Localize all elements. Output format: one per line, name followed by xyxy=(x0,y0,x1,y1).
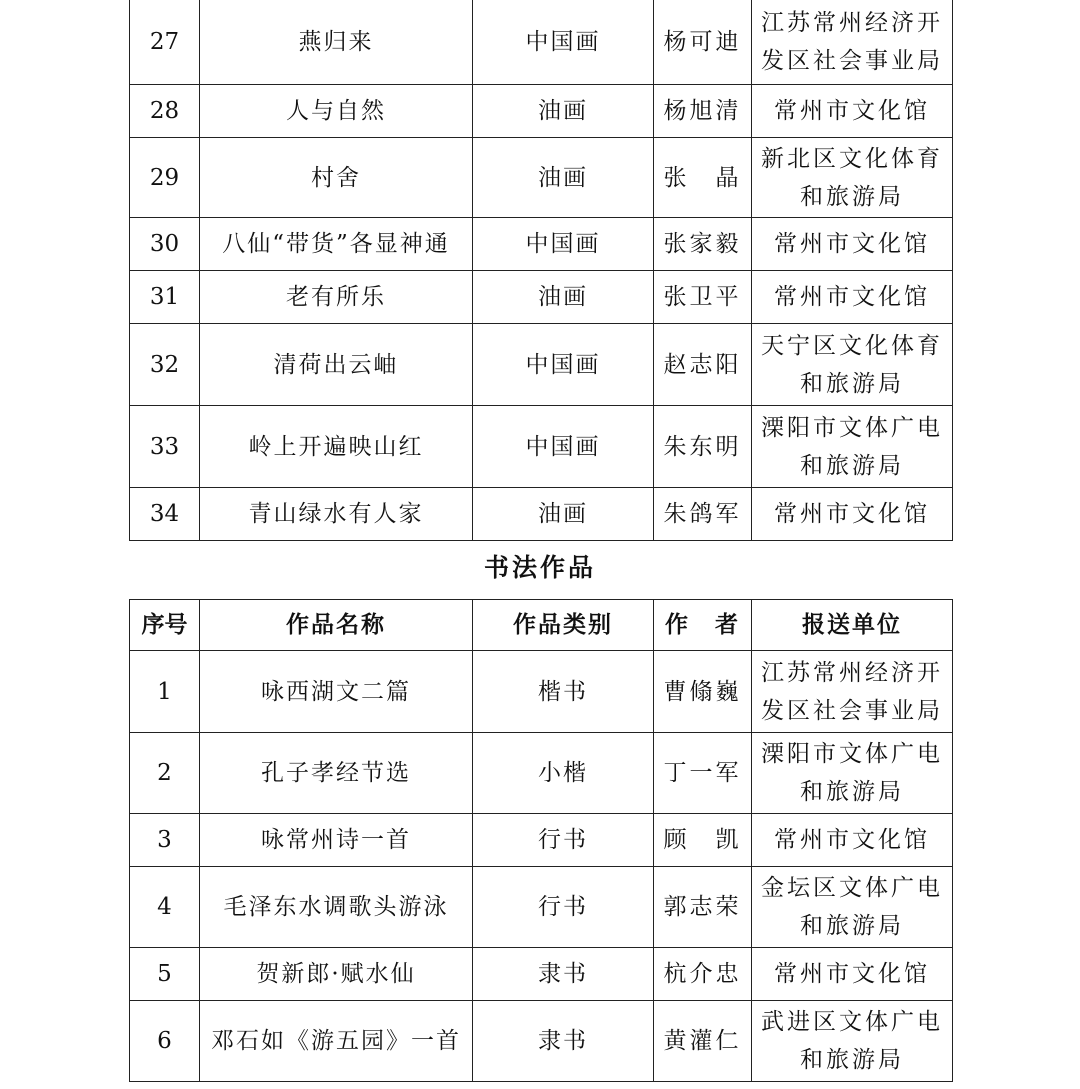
table-row xyxy=(130,138,953,218)
author-name: 朱鸽军 xyxy=(654,488,752,541)
row-number: 33 xyxy=(130,406,200,488)
table-row xyxy=(130,406,953,488)
author-name: 杨旭清 xyxy=(654,85,752,138)
author-name: 杨可迪 xyxy=(654,0,752,85)
work-category: 隶书 xyxy=(473,1001,654,1082)
author-name: 张家毅 xyxy=(654,218,752,271)
author-name: 曹翛巍 xyxy=(654,651,752,733)
section-title: 书法作品 xyxy=(483,553,596,582)
work-name: 村舍 xyxy=(200,138,473,218)
work-category: 小楷 xyxy=(473,733,654,814)
header-author: 作 者 xyxy=(654,600,752,651)
table-row xyxy=(130,324,953,406)
work-category: 中国画 xyxy=(473,324,654,406)
header-category: 作品类别 xyxy=(473,600,654,651)
work-name: 青山绿水有人家 xyxy=(200,488,473,541)
table-row xyxy=(130,271,953,324)
table-row xyxy=(130,867,953,948)
work-name: 老有所乐 xyxy=(200,271,473,324)
table-row xyxy=(130,218,953,271)
row-number: 32 xyxy=(130,324,200,406)
submitting-unit: 天宁区文化体育和旅游局 xyxy=(752,324,953,406)
submitting-unit: 常州市文化馆 xyxy=(752,948,953,1001)
work-name: 人与自然 xyxy=(200,85,473,138)
calligraphy-table xyxy=(129,599,953,1082)
row-number: 28 xyxy=(130,85,200,138)
work-category: 油画 xyxy=(473,138,654,218)
author-name: 顾 凯 xyxy=(654,814,752,867)
work-category: 行书 xyxy=(473,814,654,867)
submitting-unit: 武进区文体广电和旅游局 xyxy=(752,1001,953,1082)
row-number: 34 xyxy=(130,488,200,541)
work-category: 隶书 xyxy=(473,948,654,1001)
submitting-unit: 常州市文化馆 xyxy=(752,271,953,324)
submitting-unit: 江苏常州经济开发区社会事业局 xyxy=(752,0,953,85)
work-category: 中国画 xyxy=(473,218,654,271)
table-row xyxy=(130,733,953,814)
submitting-unit: 常州市文化馆 xyxy=(752,85,953,138)
table-row xyxy=(130,488,953,541)
header-work-name: 作品名称 xyxy=(200,600,473,651)
submitting-unit: 金坛区文体广电和旅游局 xyxy=(752,867,953,948)
header-unit: 报送单位 xyxy=(752,600,953,651)
row-number: 30 xyxy=(130,218,200,271)
work-name: 邓石如《游五园》一首 xyxy=(200,1001,473,1082)
table-row xyxy=(130,1001,953,1082)
work-name: 毛泽东水调歌头游泳 xyxy=(200,867,473,948)
work-category: 中国画 xyxy=(473,0,654,85)
author-name: 黄灌仁 xyxy=(654,1001,752,1082)
author-name: 张 晶 xyxy=(654,138,752,218)
row-number: 4 xyxy=(130,867,200,948)
row-number: 1 xyxy=(130,651,200,733)
work-name: 孔子孝经节选 xyxy=(200,733,473,814)
table-row xyxy=(130,814,953,867)
row-number: 5 xyxy=(130,948,200,1001)
work-name: 咏常州诗一首 xyxy=(200,814,473,867)
work-name: 八仙“带货”各显神通 xyxy=(200,218,473,271)
work-category: 行书 xyxy=(473,867,654,948)
author-name: 郭志荣 xyxy=(654,867,752,948)
work-category: 楷书 xyxy=(473,651,654,733)
submitting-unit: 江苏常州经济开发区社会事业局 xyxy=(752,651,953,733)
row-number: 2 xyxy=(130,733,200,814)
work-name: 岭上开遍映山红 xyxy=(200,406,473,488)
header-number: 序号 xyxy=(130,600,200,651)
row-number: 31 xyxy=(130,271,200,324)
work-name: 清荷出云岫 xyxy=(200,324,473,406)
row-number: 3 xyxy=(130,814,200,867)
submitting-unit: 常州市文化馆 xyxy=(752,814,953,867)
author-name: 赵志阳 xyxy=(654,324,752,406)
submitting-unit: 溧阳市文体广电和旅游局 xyxy=(752,733,953,814)
work-name: 燕归来 xyxy=(200,0,473,85)
painting-table xyxy=(129,0,953,541)
submitting-unit: 溧阳市文体广电和旅游局 xyxy=(752,406,953,488)
work-category: 油画 xyxy=(473,488,654,541)
table-row xyxy=(130,948,953,1001)
row-number: 29 xyxy=(130,138,200,218)
author-name: 张卫平 xyxy=(654,271,752,324)
row-number: 27 xyxy=(130,0,200,85)
work-name: 贺新郎·赋水仙 xyxy=(200,948,473,1001)
table-row xyxy=(130,85,953,138)
table-row xyxy=(130,0,953,85)
table-header-row xyxy=(130,600,953,651)
author-name: 丁一军 xyxy=(654,733,752,814)
work-name: 咏西湖文二篇 xyxy=(200,651,473,733)
row-number: 6 xyxy=(130,1001,200,1082)
submitting-unit: 常州市文化馆 xyxy=(752,488,953,541)
submitting-unit: 新北区文化体育和旅游局 xyxy=(752,138,953,218)
table-row xyxy=(130,651,953,733)
work-category: 油画 xyxy=(473,85,654,138)
work-category: 中国画 xyxy=(473,406,654,488)
author-name: 杭介忠 xyxy=(654,948,752,1001)
work-category: 油画 xyxy=(473,271,654,324)
submitting-unit: 常州市文化馆 xyxy=(752,218,953,271)
author-name: 朱东明 xyxy=(654,406,752,488)
